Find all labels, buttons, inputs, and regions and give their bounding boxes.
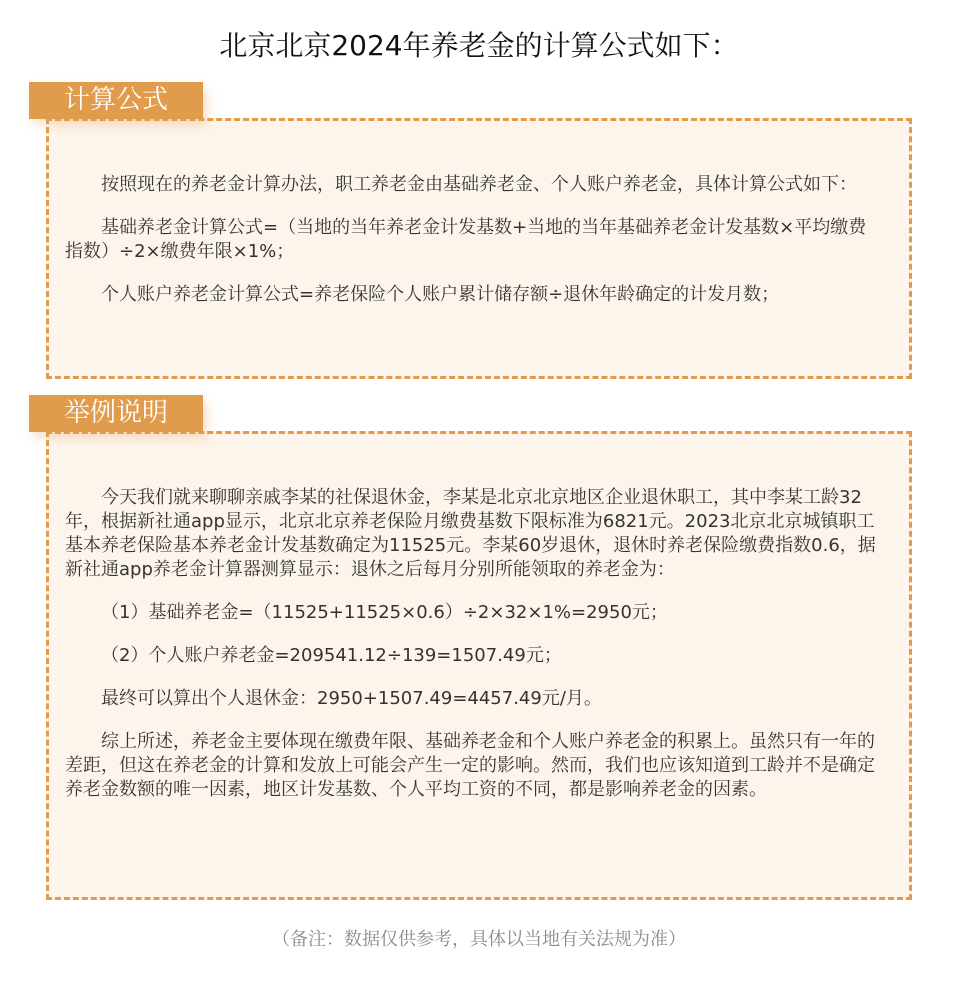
section-heading-formula: 计算公式 — [29, 82, 203, 119]
paragraph: （1）基础养老金=（11525+11525×0.6）÷2×32×1%=2950元； — [101, 602, 668, 623]
page-title: 北京北京2024年养老金的计算公式如下： — [219, 29, 739, 62]
paragraph: 个人账户养老金计算公式=养老保险个人账户累计储存额÷退休年龄确定的计发月数； — [101, 284, 780, 305]
footnote: （备注：数据仅供参考，具体以当地有关法规为准） — [272, 929, 686, 950]
paragraph: 按照现在的养老金计算办法，职工养老金由基础养老金、个人账户养老金，具体计算公式如下： — [101, 174, 857, 195]
example-box — [46, 431, 912, 900]
paragraph: （2）个人账户养老金=209541.12÷139=1507.49元； — [101, 645, 562, 666]
paragraph: 综上所述，养老金主要体现在缴费年限、基础养老金和个人账户养老金的积累上。虽然只有一年的差距，但这在养老金的计算和发放上可能会产生一定的影响。然而，我们也应该知道到工龄并不是确定养老金数额的唯一因素，地区计发基数、个人平均工资的不同，都是影响养老金的因素。 — [65, 731, 875, 800]
paragraph: 基础养老金计算公式=（当地的当年养老金计发基数+当地的当年基础养老金计发基数×平均缴费指数）÷2×缴费年限×1%； — [65, 217, 867, 262]
section-heading-example: 举例说明 — [29, 395, 203, 432]
paragraph: 今天我们就来聊聊亲戚李某的社保退休金，李某是北京北京地区企业退休职工，其中李某工龄32年，根据新社通app显示，北京北京养老保险月缴费基数下限标准为6821元。2023北京北京城镇职工基本养老保险基本养老金计发基数确定为11525元。李某60岁退休，退休时养老保险缴费指数0.6，据新社通app养老金计算器测算显示：退休之后每月分别所能领取的养老金为： — [65, 487, 876, 580]
formula-box — [46, 118, 912, 379]
paragraph: 最终可以算出个人退休金：2950+1507.49=4457.49元/月。 — [101, 688, 602, 709]
